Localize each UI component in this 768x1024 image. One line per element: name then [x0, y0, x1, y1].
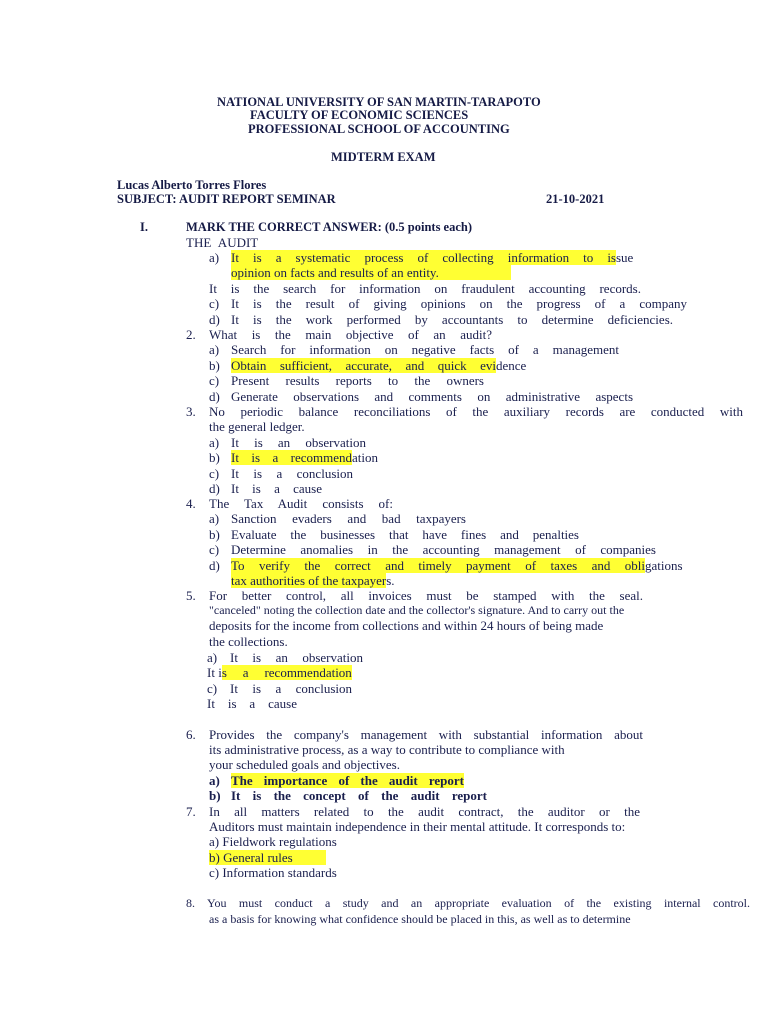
q5-text: For better control, all invoices must be stamped with the seal.	[209, 588, 643, 603]
q3-b-highlight: It is a recommend	[231, 450, 352, 465]
q3-d-label: d)	[209, 481, 220, 496]
q4-option-b: Evaluate the businesses that have fines and penalties	[231, 527, 579, 542]
q5-a-label: a)	[207, 650, 218, 665]
q5-option-a: It is an observation	[230, 650, 363, 665]
q7-text-2: Auditors must maintain independence in their mental attitude. It corresponds to:	[209, 819, 626, 834]
q4-d-cont-rest: s.	[386, 573, 395, 588]
q7-option-a: a) Fieldwork regulations	[209, 834, 337, 849]
q7-text: In all matters related to the audit contract, the auditor or the	[209, 804, 640, 819]
q4-b-label: b)	[209, 527, 220, 542]
subject-line: SUBJECT: AUDIT REPORT SEMINAR	[117, 192, 336, 206]
q1-option-a	[231, 250, 639, 265]
q4-number: 4.	[186, 496, 196, 511]
q2-d-label: d)	[209, 389, 220, 404]
q2-b-label: b)	[209, 358, 220, 373]
q7-option-c: c) Information standards	[209, 865, 337, 880]
q4-d-highlight: To verify the correct and timely payment of taxes and obli	[231, 558, 645, 573]
q2-option-c: Present results reports to the owners	[231, 373, 484, 388]
q1-a-continuation: opinion on facts and results of an entity.	[231, 265, 511, 280]
q5-text-3: deposits for the income from collections and within 24 hours of being made	[209, 618, 604, 633]
q6-text-2: its administrative process, as a way to contribute to compliance with	[209, 742, 565, 757]
q3-b-rest: ation	[352, 450, 378, 465]
q1-a-label: a)	[209, 250, 220, 265]
q4-d-rest: gations	[645, 558, 683, 573]
q2-b-highlight: Obtain sufficient, accurate, and quick evi	[231, 358, 496, 373]
exam-date: 21-10-2021	[546, 192, 605, 206]
q6-text-3: your scheduled goals and objectives.	[209, 757, 400, 772]
section-subtitle: THE AUDIT	[186, 235, 259, 250]
q1-d-label: d)	[209, 312, 220, 327]
q6-option-a: The importance of the audit report	[231, 773, 464, 788]
q3-option-a: It is an observation	[231, 435, 366, 450]
q2-option-a: Search for information on negative facts of a management	[231, 342, 619, 357]
q5-number: 5.	[186, 588, 196, 603]
q2-b-rest: dence	[496, 358, 527, 373]
q2-option-d: Generate observations and comments on administrative aspects	[231, 389, 633, 404]
q1-option-c: It is the result of giving opinions on the progress of a company	[231, 296, 687, 311]
q6-b-label: b)	[209, 788, 221, 803]
q4-d-label: d)	[209, 558, 220, 573]
q4-d-cont-highlight: tax authorities of the taxpayer	[231, 573, 387, 588]
q3-b-label: b)	[209, 450, 220, 465]
q3-number: 3.	[186, 404, 196, 419]
q1-option-b: It is the search for information on fraudulent accounting records.	[209, 281, 641, 296]
q4-text: The Tax Audit consists of:	[209, 496, 393, 511]
school-name: PROFESSIONAL SCHOOL OF ACCOUNTING	[248, 122, 510, 136]
q3-text-cont: the general ledger.	[209, 419, 305, 434]
q3-c-label: c)	[209, 466, 220, 481]
q6-text: Provides the company's management with substantial information about	[209, 727, 643, 742]
q5-option-c: It is a conclusion	[230, 681, 352, 696]
q7-number: 7.	[186, 804, 196, 819]
q3-option-c: It is a conclusion	[231, 466, 353, 481]
q5-b-plain: It i	[207, 665, 222, 680]
q5-b-highlight: s a recommendation	[221, 665, 352, 680]
q7-option-b: b) General rules	[209, 850, 326, 865]
student-name: Lucas Alberto Torres Flores	[117, 178, 267, 192]
q5-option-d: It is a cause	[207, 696, 297, 711]
q3-option-b	[231, 450, 378, 465]
q8-text-2: as a basis for knowing what confidence should be placed in this, as well as to determine	[209, 912, 631, 926]
q2-number: 2.	[186, 327, 196, 342]
university-name: NATIONAL UNIVERSITY OF SAN MARTIN-TARAPOTO	[217, 95, 541, 109]
q4-c-label: c)	[209, 542, 220, 557]
q8-number: 8.	[186, 896, 195, 910]
faculty-name: FACULTY OF ECONOMIC SCIENCES	[250, 108, 469, 122]
exam-title: MIDTERM EXAM	[331, 150, 436, 164]
q6-number: 6.	[186, 727, 196, 742]
q4-option-c: Determine anomalies in the accounting management of companies	[231, 542, 656, 557]
q1-a-highlight: It is a systematic process of collecting information to is	[231, 250, 616, 265]
q5-text-2: "canceled" noting the collection date and the collector's signature. And to carry out the	[209, 603, 625, 617]
q5-option-b	[207, 665, 352, 680]
section-title: MARK THE CORRECT ANSWER: (0.5 points each)	[186, 220, 473, 234]
section-numeral: I.	[140, 220, 148, 234]
q3-option-d: It is a cause	[231, 481, 322, 496]
q2-a-label: a)	[209, 342, 220, 357]
q3-a-label: a)	[209, 435, 220, 450]
q6-option-b: It is the concept of the audit report	[231, 788, 487, 803]
q1-c-label: c)	[209, 296, 220, 311]
q2-text: What is the main objective of an audit?	[209, 327, 492, 342]
q4-option-d	[231, 558, 683, 573]
q2-c-label: c)	[209, 373, 220, 388]
q1-a-rest: sue	[616, 250, 634, 265]
q5-c-label: c)	[207, 681, 218, 696]
q4-option-a: Sanction evaders and bad taxpayers	[231, 511, 466, 526]
q4-a-label: a)	[209, 511, 220, 526]
q1-option-d: It is the work performed by accountants to determine deficiencies.	[231, 312, 673, 327]
q5-text-4: the collections.	[209, 634, 288, 649]
q6-a-label: a)	[209, 773, 220, 788]
q2-option-b	[231, 358, 526, 373]
q8-text: You must conduct a study and an appropriate evaluation of the existing internal control.	[207, 896, 750, 910]
q4-d-continuation	[231, 573, 395, 588]
q3-text: No periodic balance reconciliations of the auxiliary records are conducted with	[209, 404, 743, 419]
